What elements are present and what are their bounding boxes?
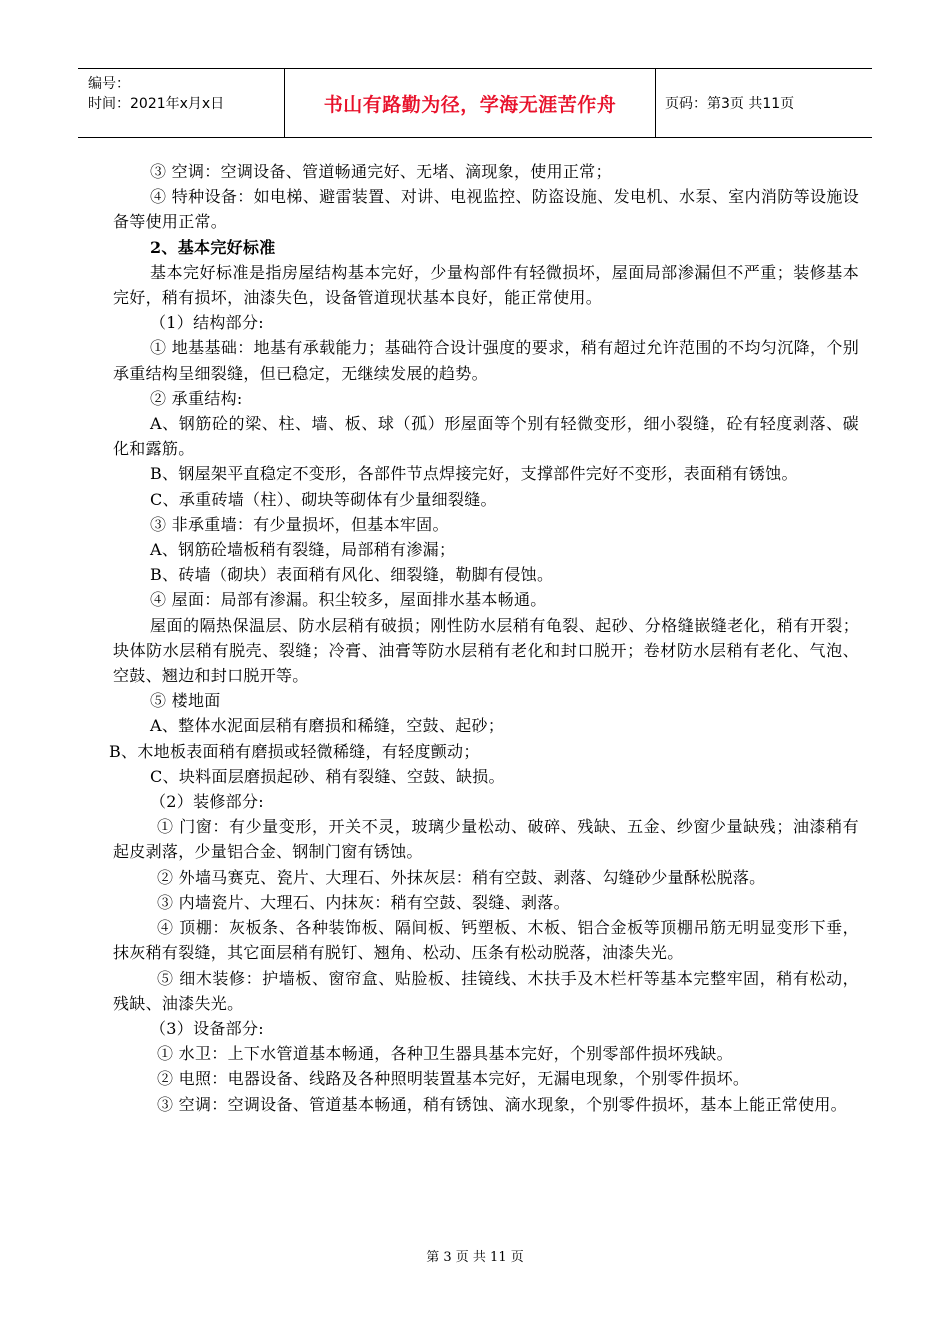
paragraph: ④ 特种设备：如电梯、避雷装置、对讲、电视监控、防盗设施、发电机、水泵、室内消防等设施设备等使用正常。: [113, 187, 859, 232]
paragraph: ④ 顶棚：灰板条、各种装饰板、隔间板、钙塑板、木板、铝合金板等顶棚吊筋无明显变形下垂，抹灰稍有裂缝，其它面层稍有脱钉、翘角、松动、压条有松动脱落，油漆失光。: [113, 918, 859, 963]
number-label: 编号：: [88, 76, 130, 92]
paragraph: ④ 屋面：局部有渗漏。积尘较多，屋面排水基本畅通。: [150, 590, 547, 610]
paragraph: 基本完好标准是指房屋结构基本完好，少量构部件有轻微损坏，屋面局部渗漏但不严重；装修基本完好，稍有损坏，油漆失色，设备管道现状基本良好，能正常使用。: [113, 262, 859, 308]
paragraph: （1）结构部分:: [150, 313, 264, 333]
date-label: 时间：2021年x月x日: [88, 96, 225, 112]
page-footer: 第 3 页 共 11 页: [426, 1250, 524, 1265]
paragraph: C、块料面层磨损起砂、稍有裂缝、空鼓、缺损。: [150, 766, 505, 786]
document-body: [109, 159, 859, 1117]
paragraph: ② 承重结构:: [150, 388, 243, 408]
paragraph: ① 门窗：有少量变形，开关不灵，玻璃少量松动、破碎、残缺、五金、纱窗少量缺残；油漆稍有起皮剥落，少量铝合金、钢制门窗有锈蚀。: [113, 817, 859, 862]
paragraph: ③ 非承重墙：有少量损坏，但基本牢固。: [150, 514, 449, 534]
header-motto: 书山有路勤为径，学海无涯苦作舟: [323, 93, 617, 116]
paragraph: ② 外墙马赛克、瓷片、大理石、外抹灰层：稍有空鼓、剥落、勾缝砂少量酥松脱落。: [157, 867, 766, 887]
paragraph: A、钢筋砼的梁、柱、墙、板、球（孤）形屋面等个别有轻微变形，细小裂缝，砼有轻度剥落、碳化和露筋。: [113, 414, 859, 459]
header-meta: [78, 69, 284, 137]
paragraph: B、砖墙（砌块）表面稍有风化、细裂缝，勒脚有侵蚀。: [150, 565, 554, 585]
paragraph: B、木地板表面稍有磨损或轻微稀缝，有轻度颤动；: [109, 741, 480, 761]
page-header: [78, 68, 872, 138]
paragraph: ③ 内墙瓷片、大理石、内抹灰：稍有空鼓、裂缝、剥落。: [157, 892, 570, 912]
paragraph: C、承重砖墙（柱）、砌块等砌体有少量细裂缝。: [150, 489, 497, 509]
paragraph: （3）设备部分:: [150, 1018, 264, 1038]
paragraph: ② 电照：电器设备、线路及各种照明装置基本完好，无漏电现象，个别零件损坏。: [157, 1069, 750, 1089]
paragraph: A、整体水泥面层稍有磨损和稀缝，空鼓、起砂；: [150, 716, 505, 736]
header-page-info: 页码：第3页 共11页: [665, 96, 795, 112]
header-motto-cell: [284, 69, 656, 137]
paragraph: （2）装修部分:: [150, 792, 264, 812]
paragraph: ⑤ 楼地面: [150, 691, 221, 711]
paragraph: B、钢屋架平直稳定不变形，各部件节点焊接完好，支撑部件完好不变形，表面稍有锈蚀。: [150, 464, 798, 484]
paragraph: ⑤ 细木装修：护墙板、窗帘盒、贴脸板、挂镜线、木扶手及木栏杆等基本完整牢固，稍有松动，残缺、油漆失光。: [113, 968, 859, 1013]
paragraph: ③ 空调：空调设备、管道基本畅通，稍有锈蚀、滴水现象，个别零件损坏，基本上能正常使用。: [157, 1094, 847, 1114]
paragraph: ③ 空调：空调设备、管道畅通完好、无堵、滴现象，使用正常；: [150, 162, 612, 181]
section-heading: 2、基本完好标准: [150, 237, 276, 257]
paragraph: A、钢筋砼墙板稍有裂缝，局部稍有渗漏；: [150, 540, 456, 560]
paragraph: ① 地基基础：地基有承载能力；基础符合设计强度的要求，稍有超过允许范围的不均匀沉降，个别承重结构呈细裂缝，但已稳定，无继续发展的趋势。: [113, 338, 859, 383]
paragraph: ① 水卫：上下水管道基本畅通，各种卫生器具基本完好，个别零部件损坏残缺。: [157, 1044, 733, 1064]
paragraph: 屋面的隔热保温层、防水层稍有破损；刚性防水层稍有龟裂、起砂、分格缝嵌缝老化，稍有开裂；块体防水层稍有脱壳、裂缝；冷膏、油膏等防水层稍有老化和封口脱开；卷材防水层稍有老化、气泡、空鼓、翘边和封口脱开等。: [113, 615, 859, 686]
